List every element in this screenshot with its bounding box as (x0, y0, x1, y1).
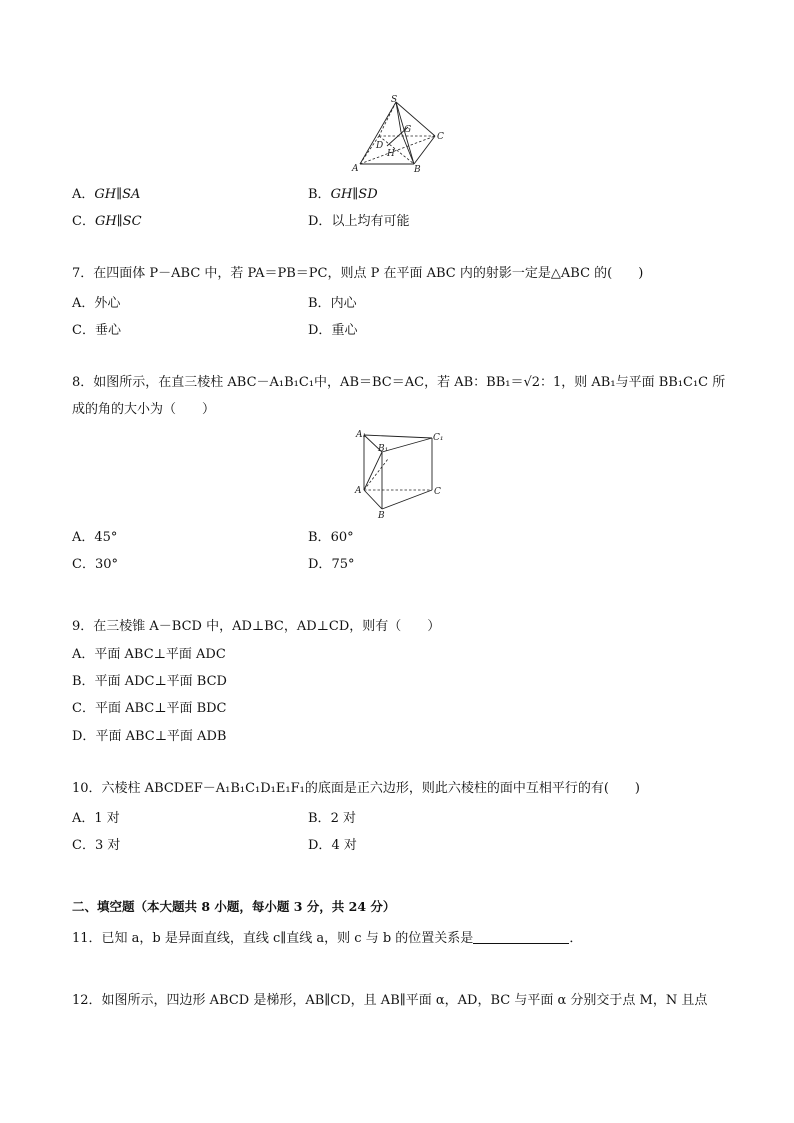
label-a1: A₁ (356, 430, 367, 440)
q8-option-c[interactable]: C．30° (72, 557, 118, 572)
q7-option-b[interactable]: B．内心 (308, 296, 357, 311)
label-g: G (404, 125, 412, 135)
q9-option-d[interactable]: D．平面 ABC⊥平面 ADB (72, 729, 227, 744)
prism-figure (350, 427, 445, 519)
label-s: S (391, 95, 398, 105)
q11-answer-blank[interactable] (473, 930, 569, 944)
label-h: H (387, 149, 395, 159)
q6-option-c[interactable]: C．GH∥SC (72, 214, 142, 229)
label-c: C (434, 487, 441, 497)
label-b: B (378, 511, 385, 519)
q10-option-a[interactable]: A．1 对 (72, 811, 120, 826)
label-c1: C₁ (433, 433, 444, 443)
q9-option-c[interactable]: C．平面 ABC⊥平面 BDC (72, 701, 227, 716)
q9-option-b[interactable]: B．平面 ADC⊥平面 BCD (72, 674, 227, 689)
q10-stem: 10．六棱柱 ABCDEF－A₁B₁C₁D₁E₁F₁的底面是正六边形，则此六棱柱的面中互相平行的有( ) (72, 781, 640, 796)
q8-option-b[interactable]: B．60° (308, 530, 354, 545)
q6-option-a[interactable]: A．GH∥SA (72, 187, 141, 202)
q7-stem: 7．在四面体 P－ABC 中，若 PA＝PB＝PC，则点 P 在平面 ABC 内的射影一定是△ABC 的( ) (72, 266, 644, 281)
label-b1: B₁ (378, 444, 389, 454)
q9-stem: 9．在三棱锥 A－BCD 中，AD⊥BC，AD⊥CD，则有（ ） (72, 619, 441, 634)
q6-option-d[interactable]: D．以上均有可能 (308, 214, 410, 229)
pyramid-figure (340, 94, 450, 176)
label-d: D (376, 141, 384, 151)
q7-option-d[interactable]: D．重心 (308, 323, 358, 338)
q10-option-c[interactable]: C．3 对 (72, 838, 121, 853)
q7-option-a[interactable]: A．外心 (72, 296, 121, 311)
q12-stem: 12．如图所示，四边形 ABCD 是梯形，AB∥CD，且 AB∥平面 α，AD，BC 与平面 α 分别交于点 M，N 且点 (72, 993, 708, 1008)
q7-option-c[interactable]: C．垂心 (72, 323, 121, 338)
q8-option-d[interactable]: D．75° (308, 557, 355, 572)
q9-option-a[interactable]: A．平面 ABC⊥平面 ADC (72, 647, 226, 662)
q8-stem-line1: 8．如图所示，在直三棱柱 ABC－A₁B₁C₁中，AB＝BC＝AC，若 AB：BB₁＝√2：1，则 AB₁与平面 BB₁C₁C 所 (72, 375, 726, 390)
q8-option-a[interactable]: A．45° (72, 530, 118, 545)
label-a: A (352, 164, 359, 174)
label-b: B (414, 165, 421, 175)
q6-option-b[interactable]: B．GH∥SD (308, 187, 378, 202)
label-a: A (355, 486, 362, 496)
q10-option-d[interactable]: D．4 对 (308, 838, 357, 853)
q8-stem-line2: 成的角的大小为（ ） (72, 402, 216, 417)
q11-stem: 11．已知 a，b 是异面直线，直线 c∥直线 a，则 c 与 b 的位置关系是 ． (72, 931, 583, 946)
label-c: C (437, 132, 444, 142)
section-2-title: 二、填空题（本大题共 8 小题，每小题 3 分，共 24 分） (72, 899, 396, 914)
q10-option-b[interactable]: B．2 对 (308, 811, 356, 826)
